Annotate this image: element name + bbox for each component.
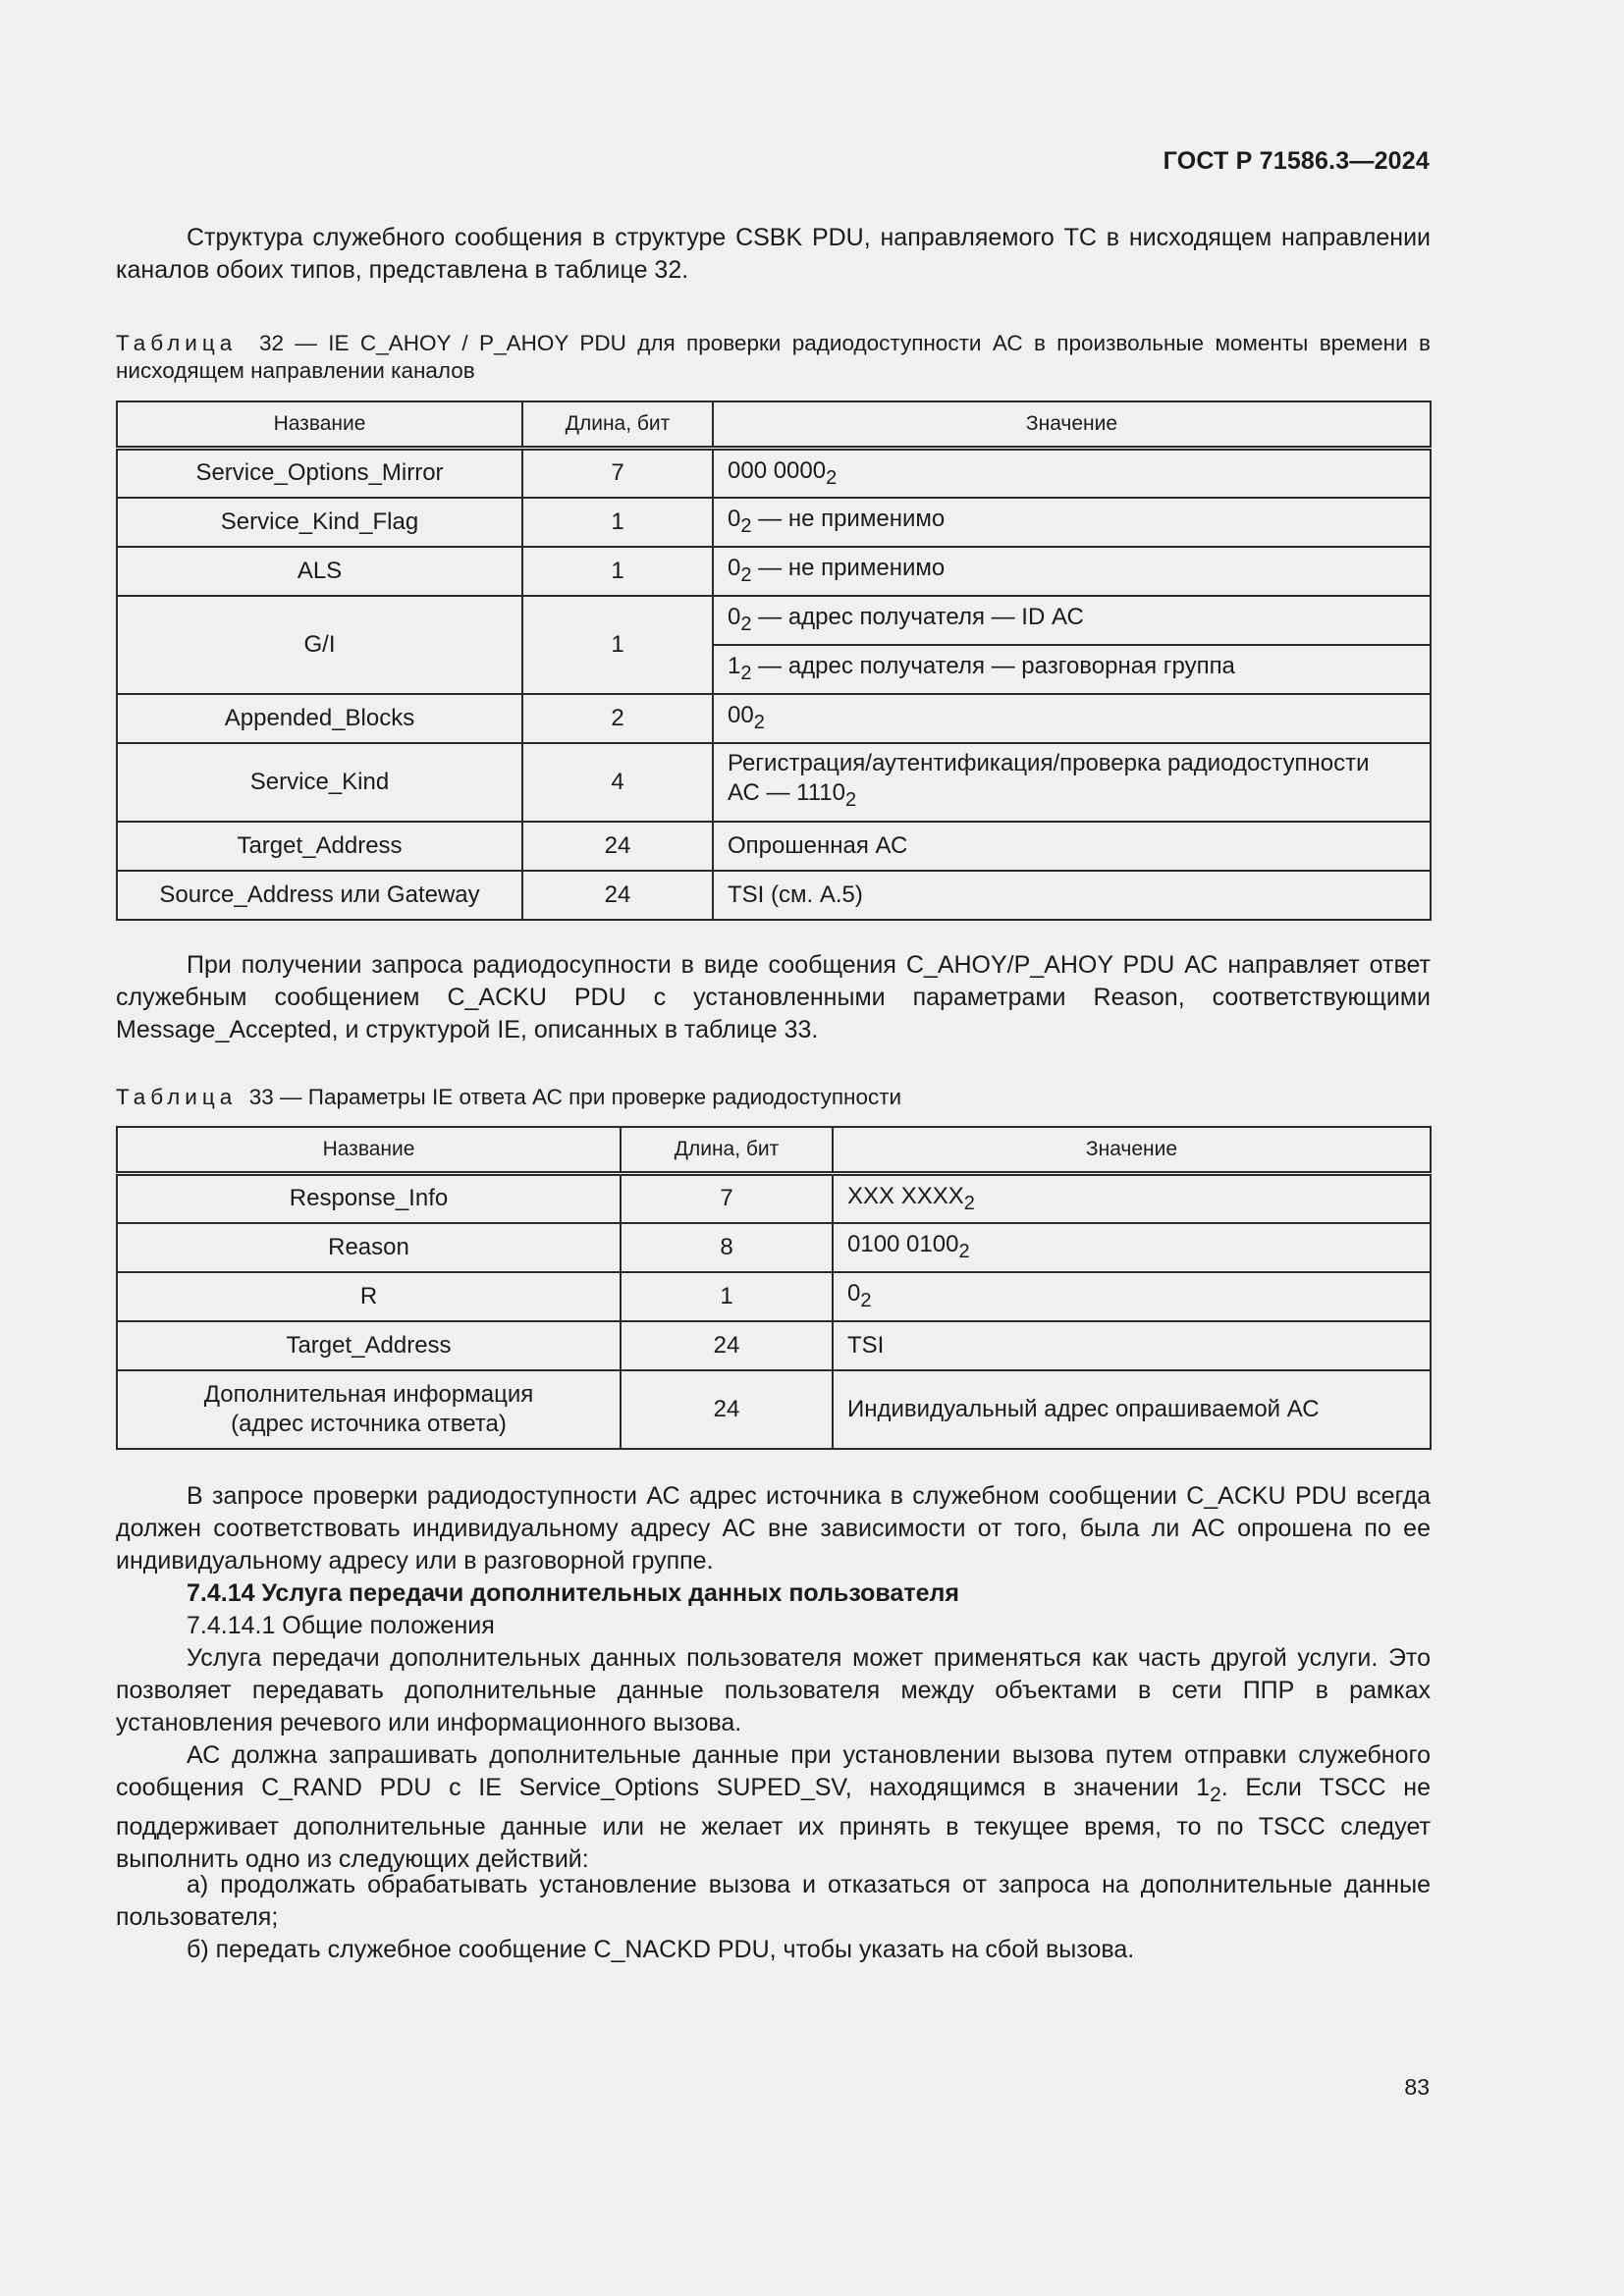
cell-name: Service_Kind_Flag xyxy=(117,498,522,547)
cell-length: 2 xyxy=(522,694,713,743)
column-header-value: Значение xyxy=(833,1127,1431,1174)
cell-value: 0100 $0100_2$ xyxy=(833,1223,1431,1272)
table-33 xyxy=(116,1126,1432,1450)
cell-name: G/I xyxy=(117,596,522,694)
table-row xyxy=(117,1370,1431,1449)
table-row xyxy=(117,1321,1431,1370)
cell-value: $1_2$ — адрес получателя — разговорная группа xyxy=(713,645,1431,694)
cell-length: 1 xyxy=(621,1272,833,1321)
table-row xyxy=(117,743,1431,822)
caption-text: 32 — IE C_AHOY / P_AHOY PDU для проверки радиодоступности АС в произвольные моменты времени в нисходящем направлении каналов xyxy=(116,331,1431,383)
table-row xyxy=(117,449,1431,498)
cell-name: Дополнительная информация (адрес источника ответа) xyxy=(117,1370,621,1449)
cell-length: 24 xyxy=(522,822,713,871)
column-header-length: Длина, бит xyxy=(522,401,713,449)
table-row xyxy=(117,498,1431,547)
column-header-name: Название xyxy=(117,401,522,449)
cell-name: Reason xyxy=(117,1223,621,1272)
table-row xyxy=(117,1174,1431,1223)
cell-value: Опрошенная АС xyxy=(713,822,1431,871)
subsection-heading: 7.4.14.1 Общие положения xyxy=(187,1612,495,1639)
caption-word: Таблица xyxy=(116,1085,238,1109)
table-row xyxy=(117,694,1431,743)
cell-value: $0_2$ xyxy=(833,1272,1431,1321)
caption-text: 33 — Параметры IE ответа АС при проверке радиодоступности xyxy=(248,1085,902,1109)
cell-length: 7 xyxy=(522,449,713,498)
cell-name: Service_Options_Mirror xyxy=(117,449,522,498)
table-row xyxy=(117,547,1431,596)
column-header-value: Значение xyxy=(713,401,1431,449)
table33-caption xyxy=(116,1084,1431,1111)
cell-name: Response_Info xyxy=(117,1174,621,1223)
cell-value: TSI (см. А.5) xyxy=(713,871,1431,920)
cell-value: Регистрация/аутентификация/проверка радиодоступности АС — $1110_2$ xyxy=(713,743,1431,822)
cell-value: XXX $XXXX_2$ xyxy=(833,1174,1431,1223)
column-header-name: Название xyxy=(117,1127,621,1174)
cell-value: Индивидуальный адрес опрашиваемой АС xyxy=(833,1370,1431,1449)
cell-length: 8 xyxy=(621,1223,833,1272)
paragraph-response: При получении запроса радиодосупности в виде сообщения C_AHOY/P_AHOY PDU АС направляет ответ служебным сообщением C_ACKU PDU с установленными параметрами Reason, соответствующими Message_Accepted, и структурой IE, описанных в таблице 33. xyxy=(116,951,1431,1043)
section-heading: 7.4.14 Услуга передачи дополнительных данных пользователя xyxy=(187,1579,959,1607)
cell-name: Target_Address xyxy=(117,822,522,871)
cell-length: 1 xyxy=(522,498,713,547)
list-item: а) продолжать обрабатывать установление вызова и отказаться от запроса на дополнительные данные пользователя; xyxy=(116,1871,1431,1931)
list-item: б) передать служебное сообщение C_NACKD PDU, чтобы указать на сбой вызова. xyxy=(187,1936,1135,1963)
paragraph-request: АС должна запрашивать дополнительные данные при установлении вызова путем отправки служебного сообщения C_RAND PDU с IE Service_Options SUPED_SV, находящимся в значении $1_2$. Если TSCC не поддерживает дополнительные данные или не желает их принять в текущее время, то по TSCC следует выполнить одно из следующих действий: xyxy=(116,1741,1431,1873)
paragraph-intro: Структура служебного сообщения в структуре CSBK PDU, направляемого ТС в нисходящем направлении каналов обоих типов, представлена в таблице 32. xyxy=(116,224,1431,284)
cell-name: Appended_Blocks xyxy=(117,694,522,743)
table-32 xyxy=(116,400,1432,921)
cell-length: 1 xyxy=(522,547,713,596)
standard-header: ГОСТ Р 71586.3—2024 xyxy=(1163,147,1430,175)
cell-name: Service_Kind xyxy=(117,743,522,822)
cell-length: 24 xyxy=(621,1370,833,1449)
cell-name: ALS xyxy=(117,547,522,596)
paragraph-service-description: Услуга передачи дополнительных данных пользователя может применяться как часть другой услуги. Это позволяет передавать дополнительные данные пользователя между объектами в сети ППР в рамках установления речевого или информационного вызова. xyxy=(116,1644,1431,1736)
cell-name: Target_Address xyxy=(117,1321,621,1370)
cell-name: R xyxy=(117,1272,621,1321)
table-row xyxy=(117,596,1431,645)
table32-caption xyxy=(116,330,1431,385)
cell-length: 1 xyxy=(522,596,713,694)
cell-length: 4 xyxy=(522,743,713,822)
cell-value: $00_2$ xyxy=(713,694,1431,743)
cell-length: 24 xyxy=(522,871,713,920)
table-row xyxy=(117,1272,1431,1321)
cell-value: 000 $0000_2$ xyxy=(713,449,1431,498)
caption-word: Таблица xyxy=(116,331,238,355)
cell-value: TSI xyxy=(833,1321,1431,1370)
cell-length: 24 xyxy=(621,1321,833,1370)
cell-name: Source_Address или Gateway xyxy=(117,871,522,920)
table-row xyxy=(117,871,1431,920)
table-row xyxy=(117,1223,1431,1272)
cell-length: 7 xyxy=(621,1174,833,1223)
page-number: 83 xyxy=(1404,2074,1430,2100)
cell-value: $0_2$ — адрес получателя — ID АС xyxy=(713,596,1431,645)
cell-value: $0_2$ — не применимо xyxy=(713,498,1431,547)
paragraph-source-address: В запросе проверки радиодоступности АС адрес источника в служебном сообщении C_ACKU PDU всегда должен соответствовать индивидуальному адресу АС вне зависимости от того, была ли АС опрошена по ее индивидуальному адресу или в разговорной группе. xyxy=(116,1482,1431,1575)
column-header-length: Длина, бит xyxy=(621,1127,833,1174)
table-row xyxy=(117,822,1431,871)
cell-value: $0_2$ — не применимо xyxy=(713,547,1431,596)
